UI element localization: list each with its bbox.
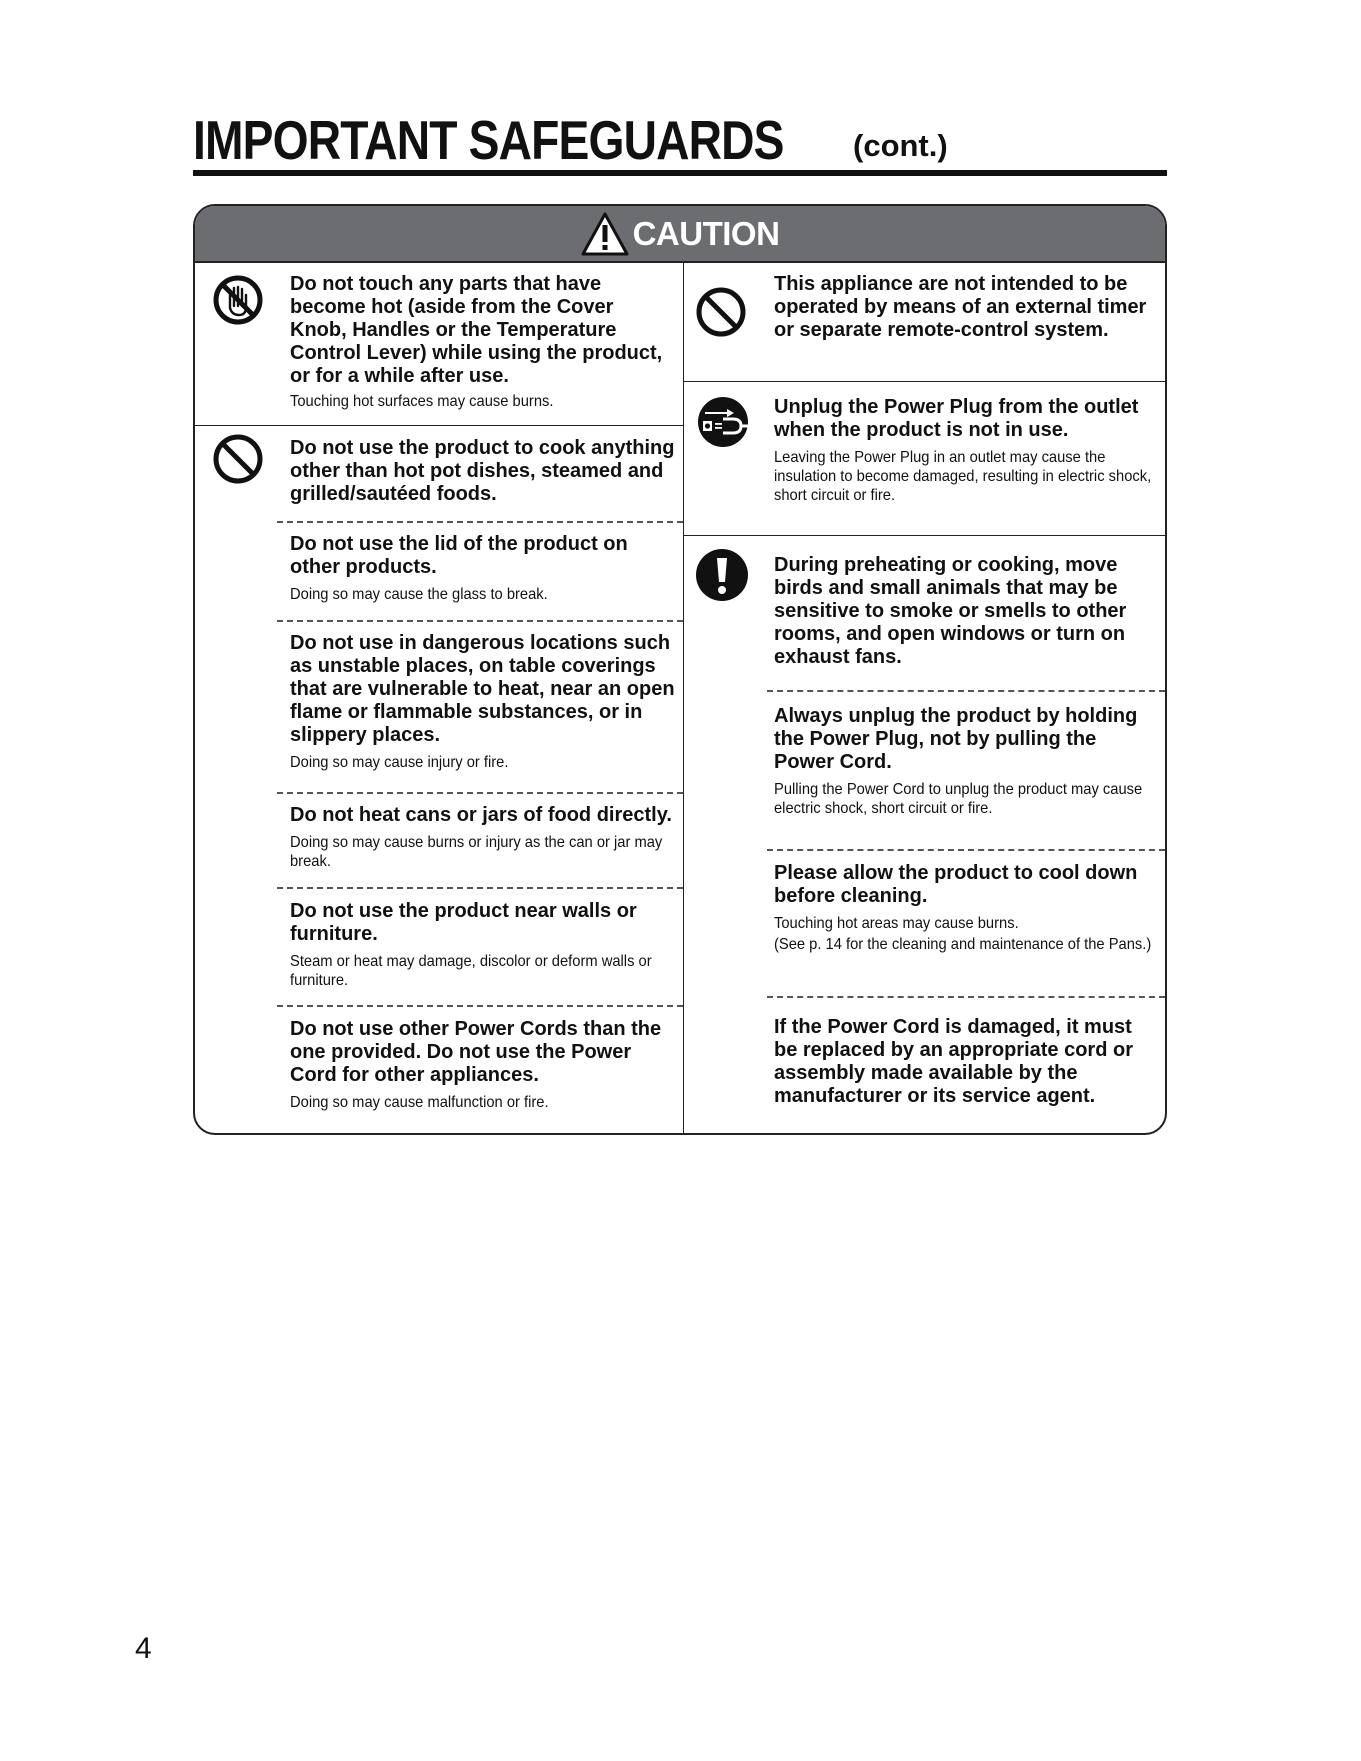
unplug-icon: [697, 396, 749, 448]
caution-item: [774, 396, 1159, 505]
page-subtitle: (cont.): [853, 128, 948, 163]
caution-heading: If the Power Cord is damaged, it must be replaced by an appropriate cord or assembly made available by the manufacturer or its service agent.: [774, 1016, 1133, 1107]
warning-triangle-icon: [581, 212, 629, 256]
caution-heading: Always unplug the product by holding the Power Plug, not by pulling the Power Cord.: [774, 705, 1138, 773]
caution-heading: Do not use the product to cook anything other than hot pot dishes, steamed and grilled/sautéed foods.: [290, 437, 675, 505]
caution-item: [290, 1018, 675, 1112]
caution-item: [290, 900, 675, 990]
divider: [277, 792, 683, 794]
divider: [277, 620, 683, 622]
caution-note: Touching hot surfaces may cause burns.: [290, 393, 554, 410]
caution-item: [774, 705, 1159, 818]
no-touch-hand-icon: [212, 274, 264, 326]
caution-note: Touching hot areas may cause burns.: [774, 915, 1019, 932]
divider: [195, 425, 683, 426]
page-header: [193, 109, 1167, 176]
page-number: 4: [135, 1632, 152, 1665]
caution-heading: Do not use the product near walls or furniture.: [290, 900, 637, 945]
caution-note: Pulling the Power Cord to unplug the product may cause electric shock, short circuit or fire.: [774, 781, 1143, 817]
divider: [683, 381, 1165, 382]
caution-item: [774, 1016, 1159, 1108]
divider: [277, 887, 683, 889]
caution-item: [774, 273, 1159, 342]
divider: [767, 996, 1165, 998]
caution-note: Leaving the Power Plug in an outlet may cause the insulation to become damaged, resulting in electric shock, short circuit or fire.: [774, 449, 1152, 504]
caution-note: Doing so may cause malfunction or fire.: [290, 1094, 549, 1111]
caution-heading: Do not use in dangerous locations such as unstable places, on table coverings that are vulnerable to heat, near an open flame or flammable substances, or in slippery places.: [290, 632, 675, 746]
caution-note: Doing so may cause the glass to break.: [290, 586, 548, 603]
caution-note: Steam or heat may damage, discolor or deform walls or furniture.: [290, 953, 652, 989]
prohibited-icon: [695, 286, 747, 338]
prohibited-icon: [212, 433, 264, 485]
caution-note: Doing so may cause burns or injury as the can or jar may break.: [290, 834, 663, 870]
caution-note: Doing so may cause injury or fire.: [290, 754, 509, 771]
caution-item: [290, 437, 675, 506]
caution-header: [195, 206, 1165, 263]
caution-heading: Do not touch any parts that have become hot (aside from the Cover Knob, Handles or the Temperature Control Lever) while using the product, or for a while after use.: [290, 273, 663, 387]
caution-item: [290, 533, 675, 604]
caution-heading: Do not use other Power Cords than the one provided. Do not use the Power Cord for other appliances.: [290, 1018, 662, 1086]
caution-item: [774, 554, 1159, 669]
caution-item: [290, 804, 680, 871]
caution-item: [774, 862, 1159, 954]
caution-item: [290, 632, 675, 772]
caution-item: [290, 273, 675, 411]
caution-heading: Do not use the lid of the product on other products.: [290, 533, 628, 578]
caution-note: (See p. 14 for the cleaning and maintenance of the Pans.): [774, 936, 1152, 953]
divider: [277, 521, 683, 523]
mandatory-action-icon: [695, 548, 749, 602]
column-divider: [683, 261, 684, 1133]
divider: [277, 1005, 683, 1007]
caution-title: CAUTION: [632, 214, 780, 252]
divider: [767, 849, 1165, 851]
caution-heading: During preheating or cooking, move birds and small animals that may be sensitive to smoke or smells to other rooms, and open windows or turn on exhaust fans.: [774, 554, 1127, 668]
caution-heading: Please allow the product to cool down before cleaning.: [774, 862, 1138, 907]
divider: [683, 535, 1165, 536]
caution-heading: Unplug the Power Plug from the outlet when the product is not in use.: [774, 396, 1139, 441]
divider: [767, 690, 1165, 692]
page-title: IMPORTANT SAFEGUARDS: [193, 109, 784, 171]
caution-panel: [193, 204, 1167, 1135]
caution-heading: Do not heat cans or jars of food directly.: [290, 804, 672, 826]
caution-heading: This appliance are not intended to be operated by means of an external timer or separate remote-control system.: [774, 273, 1147, 341]
